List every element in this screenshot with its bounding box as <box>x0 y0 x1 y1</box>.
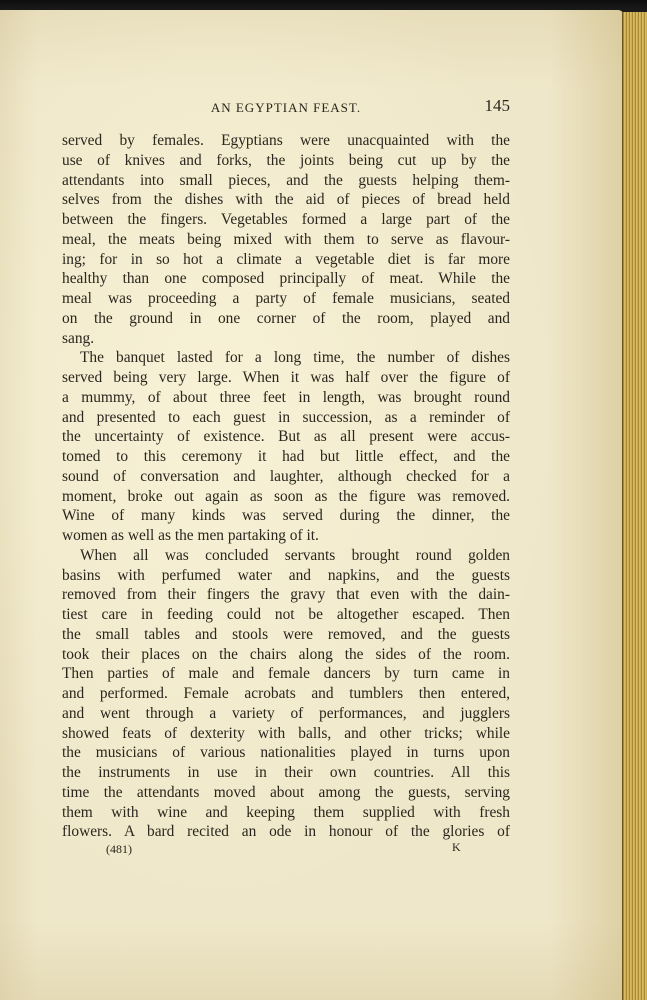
text-line: meal, the meats being mixed with them to serve as flavour- <box>62 230 510 248</box>
text-line: showed feats of dexterity with balls, and other tricks; while <box>62 724 510 742</box>
text-line: time the attendants moved about among the guests, serving <box>62 783 510 801</box>
body-text <box>62 131 510 842</box>
text-line: and presented to each guest in succession, as a reminder of <box>62 408 510 426</box>
text-line: healthy than one composed principally of meat. While the <box>62 270 510 288</box>
text-line: sound of conversation and laughter, although checked for a <box>62 467 510 485</box>
text-line: tiest care in feeding could not be altogether escaped. Then <box>62 606 510 623</box>
text-line: served by females. Egyptians were unacquainted with the <box>62 132 510 149</box>
text-line: and performed. Female acrobats and tumblers then entered, <box>62 685 510 702</box>
text-line: the small tables and stools were removed, and the guests <box>62 625 510 643</box>
page-footer <box>62 840 510 858</box>
text-line: When all was concluded servants brought round golden <box>80 546 510 564</box>
text-line: a mummy, of about three feet in length, was brought round <box>62 388 510 406</box>
text-line: attendants into small pieces, and the guests helping them- <box>62 171 510 189</box>
text-line: Then parties of male and female dancers by turn came in <box>62 665 510 683</box>
text-line: flowers. A bard recited an ode in honour of the glories of <box>62 823 510 841</box>
text-line: basins with perfumed water and napkins, and the guests <box>62 566 510 584</box>
text-line: between the fingers. Vegetables formed a large part of the <box>62 211 510 228</box>
text-line: the uncertainty of existence. But as all present were accus- <box>62 428 510 446</box>
text-line: the musicians of various nationalities played in turns upon <box>62 744 510 762</box>
text-line: Wine of many kinds was served during the dinner, the <box>62 507 510 525</box>
text-line: the instruments in use in their own countries. All this <box>62 764 510 781</box>
text-line: The banquet lasted for a long time, the number of dishes <box>80 349 510 367</box>
text-line: and went through a variety of performances, and jugglers <box>62 704 510 722</box>
text-line: meal was proceeding a party of female musicians, seated <box>62 290 510 307</box>
text-line: selves from the dishes with the aid of pieces of bread held <box>62 191 510 209</box>
running-head <box>62 96 510 120</box>
text-line: sang. <box>62 329 95 347</box>
text-line: tomed to this ceremony it had but little effect, and the <box>62 448 510 465</box>
sheet-signature-letter: K <box>452 840 461 854</box>
signature-mark: (481) <box>106 842 132 856</box>
text-line: women as well as the men partaking of it. <box>62 527 319 544</box>
text-line: on the ground in one corner of the room, played and <box>62 309 510 327</box>
text-line: ing; for in so hot a climate a vegetable diet is far more <box>62 250 510 268</box>
text-line: took their places on the chairs along the sides of the room. <box>62 645 510 663</box>
gilt-page-edges <box>622 12 647 1000</box>
running-head-title: AN EGYPTIAN FEAST. <box>210 100 362 115</box>
text-line: them with wine and keeping them supplied with fresh <box>62 803 510 821</box>
page-number: 145 <box>484 96 510 115</box>
text-line: served being very large. When it was half over the figure of <box>62 369 510 386</box>
text-line: use of knives and forks, the joints being cut up by the <box>62 151 510 169</box>
text-line: removed from their fingers the gravy that even with the dain- <box>62 586 510 604</box>
text-line: moment, broke out again as soon as the figure was removed. <box>62 487 510 505</box>
